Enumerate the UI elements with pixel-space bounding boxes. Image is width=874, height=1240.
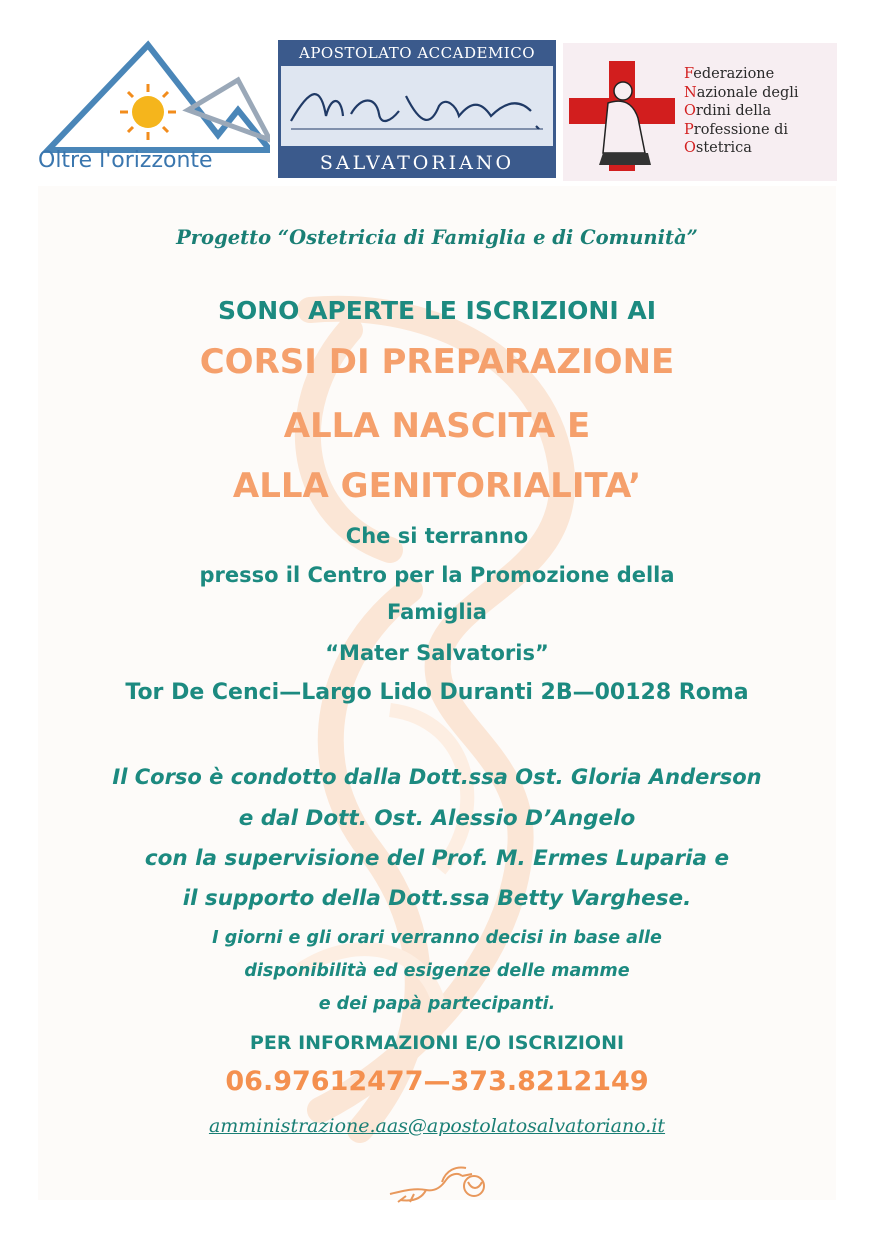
fnopo-line-5-rest: stetrica — [695, 140, 752, 156]
signature-icon — [281, 66, 553, 146]
fnopo-line-4-rest: rofessione di — [693, 121, 789, 138]
staff-line-1: Il Corso è condotto dalla Dott.ssa Ost. Gloria Anderson — [112, 765, 762, 789]
red-cross-figure-icon — [563, 43, 683, 181]
fnopo-line: Ostetrica — [684, 140, 752, 156]
sono-aperte-heading: SONO APERTE LE ISCRIZIONI AI — [217, 296, 657, 325]
stork-icon — [386, 1160, 490, 1204]
apostolato-bottom-text: SALVATORIANO — [319, 152, 515, 174]
staff-line-2: e dal Dott. Ost. Alessio D’Angelo — [238, 806, 636, 831]
corsi-line-1: CORSI DI PREPARAZIONE — [199, 342, 675, 382]
schedule-line-1: I giorni e gli orari verranno decisi in base alle — [212, 928, 662, 948]
schedule-line-3: e dei papà partecipanti. — [318, 994, 556, 1014]
oltre-orizzonte-logo — [38, 40, 270, 180]
corsi-line-2: ALLA NASCITA E — [283, 406, 591, 446]
location-line-5: Tor De Cenci—Largo Lido Duranti 2B—00128 Roma — [125, 680, 749, 705]
fnopo-line: Ordini della — [684, 103, 772, 119]
fnopo-line: Professione di — [684, 121, 789, 138]
signature-panel — [281, 66, 553, 146]
fnopo-line: Federazione — [684, 66, 775, 82]
info-label: PER INFORMAZIONI E/O ISCRIZIONI — [249, 1032, 625, 1054]
location-line-4: “Mater Salvatoris” — [325, 641, 549, 665]
fnopo-logo — [563, 43, 837, 181]
location-line-1: Che si terranno — [345, 524, 529, 548]
progetto-heading: Progetto “Ostetricia di Famiglia e di Comunità” — [176, 226, 698, 249]
phone-numbers: 06.97612477—373.8212149 — [225, 1066, 649, 1097]
apostolato-top-text: APOSTOLATO ACCADEMICO — [299, 44, 535, 62]
schedule-line-2: disponibilità ed esigenze delle mamme — [244, 961, 630, 981]
staff-line-4: il supporto della Dott.ssa Betty Varghese. — [182, 886, 692, 911]
fnopo-line-1-rest: ederazione — [693, 66, 775, 82]
fnopo-text — [684, 65, 834, 158]
location-line-3: Famiglia — [387, 600, 487, 624]
email-link[interactable]: amministrazione.aas@apostolatosalvatoriano.it — [208, 1115, 666, 1137]
staff-line-3: con la supervisione del Prof. M. Ermes Luparia e — [144, 846, 730, 871]
oltre-orizzonte-text: Oltre l'orizzonte — [38, 148, 213, 173]
fnopo-line-3-rest: rdini della — [695, 103, 772, 119]
fnopo-line-2-rest: azionale degli — [696, 84, 799, 101]
location-line-2: presso il Centro per la Promozione della — [199, 563, 675, 587]
fnopo-line: Nazionale degli — [684, 84, 799, 101]
apostolato-logo — [278, 40, 556, 178]
corsi-line-3: ALLA GENITORIALITA’ — [232, 466, 642, 506]
